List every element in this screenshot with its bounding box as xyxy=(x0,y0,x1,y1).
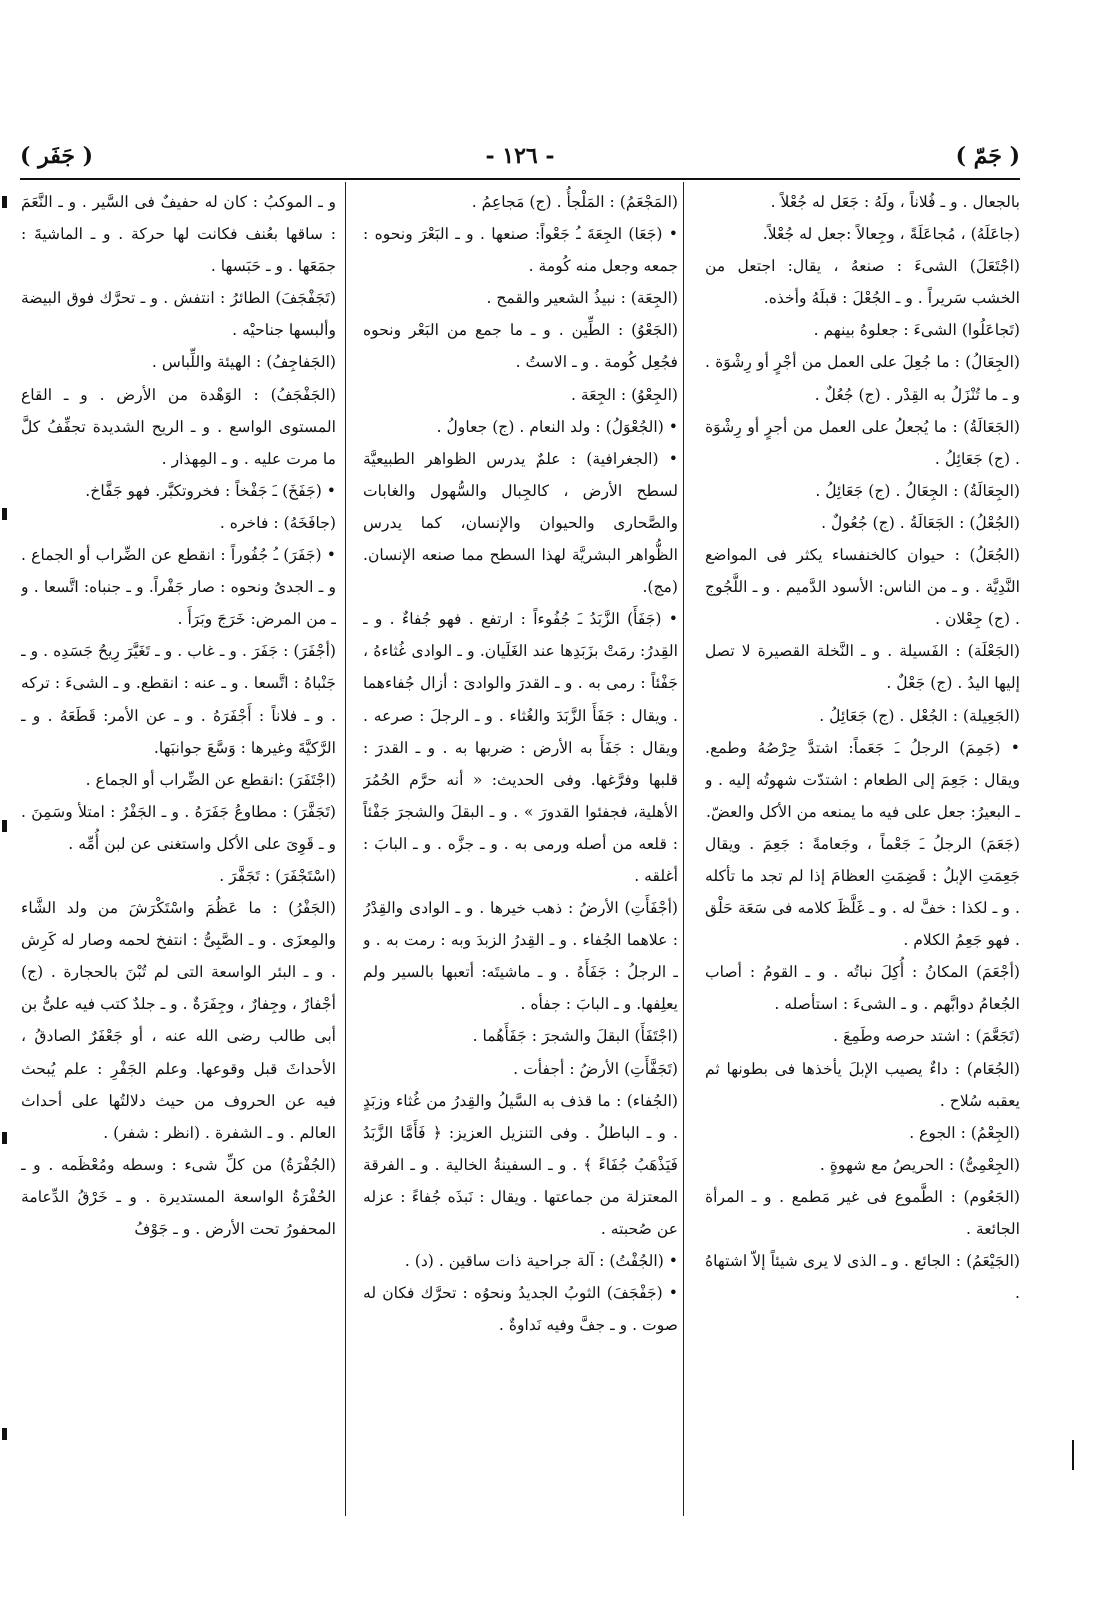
dictionary-entry: (الجَعُوم) : الطَّموع فى غير مَطمع . و ـ المرأة الجائعة . xyxy=(705,1187,1020,1238)
dictionary-entry: (تَجَفَّأَتِ) الأرضُ : أجفأت . xyxy=(513,1059,678,1078)
dictionary-entry: (الجَفْرُ) : ما عَظُمَ واسْتَكْرَشَ من ولد الشَّاء والمِعزَى . و ـ الصَّبِىُّ : انتفخ لحمه وصار له كَرِش . و ـ البئر الواسعة التى لم تُبْنَ بالحجارة . (ج) أجْفارٌ ، وجِفارٌ ، وجِفَرَةٌ . و ـ جلدٌ كتب فيه علىُّ بن أبى طالب رضى الله عنه ، أو جَعْفَرٌ الصادقُ ، الأحداثَ قبل وقوعها. وعلم الجَفْرِ : علم يُبحث فيه عن الحروف من حيث دلالتُها على أحداث العالم . و ـ الشفرة . (انظر : شفر) . xyxy=(21,899,336,1142)
dictionary-entry: (الجُعَام) : داءٌ يصيب الإبلَ يأخذها فى بطونها ثم يعقبه سُلاح . xyxy=(705,1059,1020,1110)
header-guide-word-right: ( جَمّ ) xyxy=(955,143,1020,169)
dictionary-entry: (أجْفَرَ) : جَفَرَ . و ـ غاب . و ـ تَغَيَّرَ رِيحُ جَسَدِه . و ـ جَنْباهُ : اتَّسعا . و ـ عنه : انقطع. و ـ الشىءَ : تركه . و ـ فلاناً : أَجْفَرَهُ . و ـ عن الأمر: قَطَعَهُ . و ـ الرَّكيَّةَ وغيرها : وَسَّعَ جوانبَها. xyxy=(21,642,336,757)
dictionary-entry: • (جَفَرَ) ـُ جُفُوراً : انقطع عن الضِّراب أو الجماع . و ـ الجدىُ ونحوه : صار جَفْراً. و ـ جنباه: اتَّسعا . و ـ من المرض: خَرَجَ وبَرَأَ . xyxy=(21,546,336,629)
dictionary-entry: (الجُفاء) : ما قذف به السَّيلُ والقِدرُ من غُثاء وزبَدٍ . و ـ الباطلُ . وفى التنزيل العزيز: ﴿ فَأَمَّا الزَّبَدُ فَيَذْهَبُ جُفَاءً ﴾ . و ـ السفينةُ الخالية . و ـ الفرقة المعتزلة من جماعتها . ويقال : نَبذَه جُفاءً : عزله عن صُحبته . xyxy=(363,1091,678,1238)
dictionary-entry: (الجَفاجِفُ) : الهيئة واللِّباس . xyxy=(151,353,336,372)
dictionary-entry: و ـ الموكبُ : كان له حفيفٌ فى السَّير . و ـ النَّعَمَ : ساقها بعُنف فكانت لها حركة . و ـ الماشيةَ : جمَعَها . و ـ حَبَسها . xyxy=(21,193,336,276)
dictionary-entry: • (الجُعْوَلُ) : ولد النعام . (ج) جعاولُ . xyxy=(436,417,678,436)
dictionary-entry: (تَجَعَّمَ) : اشتد حرصه وطَمِعَ . xyxy=(833,1027,1020,1046)
dictionary-entry: • (الجُفْتُ) : آلة جراحية ذات ساقين . (د) . xyxy=(404,1252,678,1271)
dictionary-entry: • (الجغرافية) : علمٌ يدرس الظواهر الطبيعيَّة لسطح الأرض ، كالجِبال والسُّهول والغابات والصَّحارى والحيوان والإنسان، كما يدرس الظُّواهر البشريَّة لهذا السطح مما صنعه الإنسان. (مج). xyxy=(363,449,678,597)
dictionary-entry: (جَعَمَ) الرجلُ ـَ جَعْماً ، وجَعامةً : جَعِمَ . ويقال جَعِمَتِ الإبلُ : قَضِمَتِ العظامَ إذا لم تجد ما تأكله . و ـ لكذا : خفَّ له . و ـ غَلَّظَ كلامه فى سَعَة حَلْق . فهو جَعِمُ الكلام . xyxy=(705,834,1020,950)
dictionary-entry: (الجِعَالُ) : ما جُعِلَ على العمل من أجْرٍ أو رِشْوَة . و ـ ما تُنْزَلُ به القِدْر . (ج) جُعُلٌ . xyxy=(705,353,1020,404)
dictionary-entry: • (جَعَا) الجِعَةَ ـُ جَعْواً: صنعها . و ـ البَعْرَ ونحوه : جمعه وجعل منه كُومة . xyxy=(363,225,678,276)
dictionary-entry: • (جَمِمَ) الرجلُ ـَ جَعَماً: اشتدَّ حِرْصُهُ وطمع. ويقال : جَعِمَ إلى الطعام : اشتدّت شهوتُه إليه . و ـ البعيرُ: جعل على فيه ما يمنعه من الأكل والعضّ. xyxy=(705,738,1020,821)
dictionary-entry: (أجْفَأَتِ) الأرضُ : ذهب خيرها . و ـ الوادى والقِدْرُ : علاهما الجُفاء . و ـ القِدرُ الزبدَ وبه : رمت به . و ـ الرجلُ : جَفَأَهُ . و ـ ماشيتَه: أتعبها بالسير ولم يعلِفها. و ـ البابَ : جفأه . xyxy=(363,899,678,1014)
dictionary-entry: • (جَفَخَ) ـَ جَفْخاً : فخروتكبَّر. فهو جَفَّاخ. xyxy=(85,481,336,500)
dictionary-entry: (الجِعَة) : نبيذُ الشعير والقمح . xyxy=(486,289,678,308)
dictionary-entry: (الجَعْوُ) : الطِّين . و ـ ما جمع من البَعْر ونحوه فجُعِل كُومة . و ـ الاستُ . xyxy=(363,321,678,372)
margin-mark xyxy=(2,508,7,520)
dictionary-entry: (الجِعَالَةُ) : الجِعَالُ . (ج) جَعَائِلُ . xyxy=(815,481,1020,500)
column-right xyxy=(705,186,1020,1506)
dictionary-entry: (الجُعْلُ) : الجَعَالَةُ . (ج) جُعُولٌ . xyxy=(821,513,1020,532)
dictionary-entry: (جافَخَهُ) : فاخره . xyxy=(219,513,336,532)
dictionary-entry: (الجَعَالَةُ) : ما يُجعلُ على العمل من أجرٍ أو رِشْوَة . (ج) جَعَائِلُ . xyxy=(705,417,1020,468)
dictionary-entry: (اسْتَجْفَرَ) : تَجَفَّرَ . xyxy=(219,866,336,885)
page-number: - ١٢٦ - xyxy=(485,143,555,169)
dictionary-entry: (الجَفْجَفُ) : الوَهْدة من الأرض . و ـ القاع المستوى الواسع . و ـ الريح الشديدة تجفِّفُ كلَّ ما مرت عليه . و ـ المِهذار . xyxy=(21,385,336,468)
dictionary-entry: (الجِعْوُ) : الجِعَة . xyxy=(570,385,678,404)
header-rule xyxy=(20,178,1020,180)
dictionary-entry: (الجِعْمِىُّ) : الحريصُ مع شهوةٍ . xyxy=(819,1155,1020,1174)
dictionary-entry: (المَجْعَمُ) : المَلْجأُ . (ج) مَجاعِمُ . xyxy=(471,193,678,211)
margin-mark xyxy=(2,1132,7,1144)
dictionary-entry: (اجْتَعَلَ) الشىءَ : صنعهُ ، يقال: اجتعل من الخشب سَريراً . و ـ الجُعْلَ : قبلَهُ وأخذه. xyxy=(705,257,1020,308)
dictionary-entry: (تَجَفْجَفَ) الطائرُ : انتفش . و ـ تحرَّك فوق البيضة وألبسها جناحيْه . xyxy=(21,289,336,340)
margin-mark xyxy=(2,1428,7,1440)
column-left xyxy=(21,186,336,1506)
dictionary-entry: (تَجاعَلُوا) الشىءَ : جعلوهُ بينهم . xyxy=(813,321,1020,340)
dictionary-entry: (اجْتَفَأَ) البقلَ والشجرَ : جَفَأَهُما . xyxy=(472,1027,678,1046)
page-header xyxy=(20,143,1020,183)
dictionary-entry: (الجِعْمُ) : الجوع . xyxy=(909,1123,1020,1142)
dictionary-entry: بالجعال . و ـ فُلاناً ، ولَهُ : جَعَل له جُعْلاً . xyxy=(770,193,1020,211)
margin-mark xyxy=(2,820,7,832)
dictionary-entry: (الجَعِيلة) : الجُعْل . (ج) جَعَائِلُ . xyxy=(819,706,1020,725)
dictionary-entry: (الجُعَلُ) : حيوان كالخنفساء يكثر فى المواضع النَّدِيَّة . و ـ من الناس: الأسود الدَّميم . و ـ اللَّجُوج . (ج) جِعْلان . xyxy=(705,546,1020,629)
dictionary-entry: (تَجَفَّرَ) : مطاوعُ جَفَرَهُ . و ـ الجَفْرُ : امتلأ وسَمِنَ . و ـ قَوِىَ على الأكل واستغنى عن لبن أُمِّه . xyxy=(21,802,336,853)
margin-mark xyxy=(1072,1440,1074,1470)
margin-mark xyxy=(2,196,7,208)
dictionary-entry: (جاعَلَهُ) ، مُجاعَلَةً ، وجِعالاً :جعل له جُعْلاً. xyxy=(762,225,1020,244)
dictionary-columns xyxy=(20,186,1020,1516)
header-guide-word-left: ( جَفَر ) xyxy=(20,143,94,169)
column-middle xyxy=(363,186,678,1506)
dictionary-entry: (اجْتَفَرَ) :انقطع عن الضِّراب أو الجماع . xyxy=(85,770,336,789)
dictionary-entry: (الجُفْرَةُ) من كلِّ شىء : وسطه ومُعْظَمه . و ـ الحُفْرَةُ الواسعة المستديرة . و ـ خَرْقُ الدِّعامة المحفورُ تحت الأرض . و ـ جَوْفُ xyxy=(21,1155,336,1238)
dictionary-entry: • (جَفْجَفَ) الثوبُ الجديدُ ونحوُه : تحرَّك فكان له صوت . و ـ جفَّ وفيه نَداوةٌ . xyxy=(363,1284,678,1335)
dictionary-entry: (الجَعْلَة) : الفَسيلة . و ـ النَّخلة القصيرة لا تصل إليها اليدُ . (ج) جَعْلٌ . xyxy=(705,642,1020,693)
dictionary-entry: (الجَيْعَمُ) : الجائع . و ـ الذى لا يرى شيئاً إلاّ اشتهاهُ . xyxy=(705,1252,1020,1303)
dictionary-entry: • (جَفَأَ) الزَّبَدُ ـَ جُفُوءاً : ارتفع . فهو جُفاءٌ . و ـ القِدرُ: رمَتْ بزَبَدِها عند الغَلَيان. و ـ الوادى غُثاءهُ ، جَفْئاً : رمى به . و ـ القدرَ والوادىَ : أزال جُفاءهما . ويقال : جَفَأَ الزَّبَدَ والغُثاء . و ـ الرجلَ : صرعه . ويقال : جَفَأَ به الأرض : ضربها به . و ـ القدرَ : قلبها وفرَّغها. وفى الحديث: « أنه حرَّم الحُمُرَ الأهلية، فجفئوا القدورَ » . و ـ البقلَ والشجرَ جَفْئاً : قلعه من أصله ورمى به . و ـ جزَّه . و ـ البابَ : أغلقه . xyxy=(363,610,678,885)
dictionary-entry: (أجْعَمَ) المكانُ : أُكِلَ نباتُه . و ـ القومُ : أصاب الجُعامُ دوابَّهم . و ـ الشىءَ : استأصله . xyxy=(705,963,1020,1014)
